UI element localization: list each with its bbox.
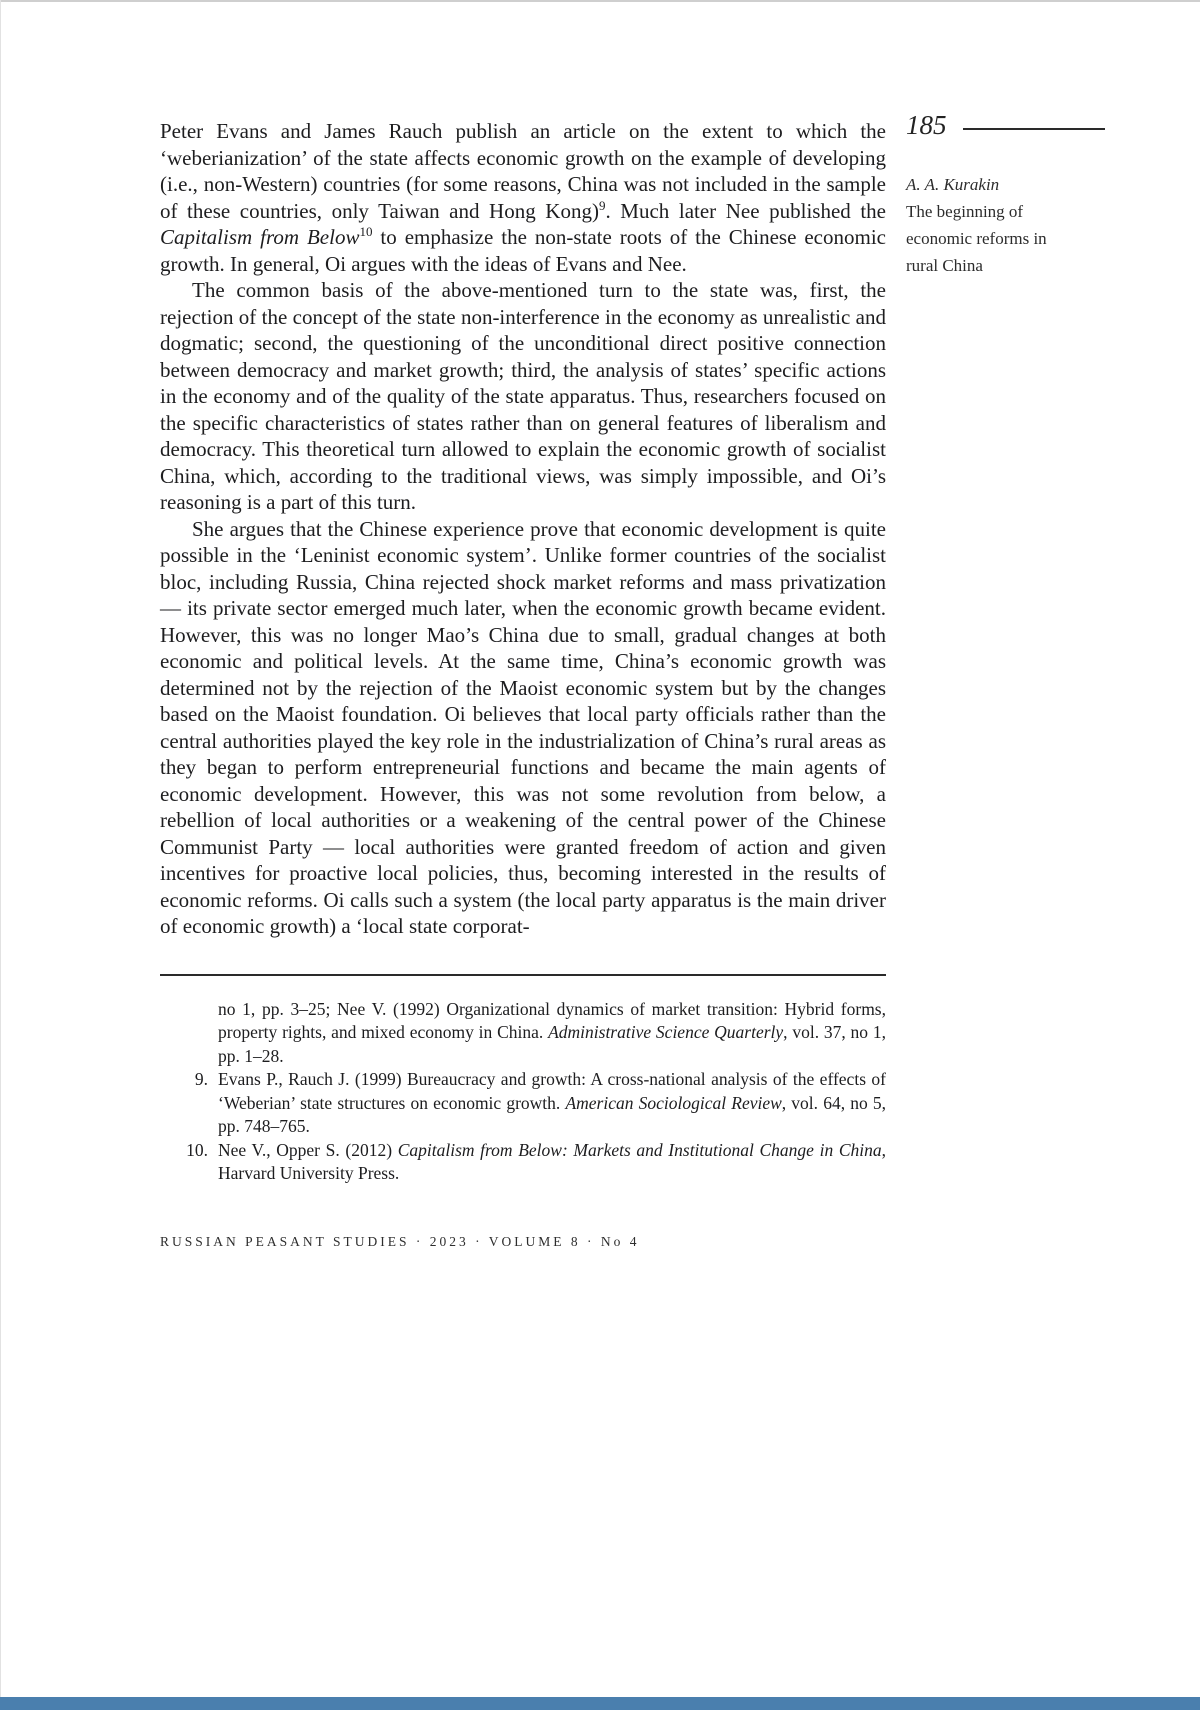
margin-column bbox=[906, 110, 1156, 1250]
footnote-marker: 10. bbox=[186, 1139, 208, 1160]
page-number: 185 bbox=[906, 110, 947, 140]
scan-edge-top bbox=[0, 0, 1200, 2]
text-run: to emphasize the non-state roots of the Chinese economic growth. In general, Oi argues with the ideas of Evans and Nee. bbox=[160, 225, 886, 276]
page-number-rule bbox=[963, 128, 1105, 130]
footnote-continuation bbox=[160, 998, 886, 1069]
footnote-marker bbox=[160, 998, 218, 1069]
footnote-divider bbox=[160, 974, 886, 976]
text-run: . Much later Nee published the bbox=[605, 198, 887, 223]
text-run: no 1, pp. 3–25; Nee V. (1992) Organizational dynamics of market transition: Hybrid forms, property rights, and mixed economy in China. bbox=[218, 998, 886, 1042]
body-text bbox=[160, 118, 886, 940]
text-run: Peter Evans and James Rauch publish an article on the extent to which the ‘weberianization’ of the state affects economic growth on the example of developing (i.e., non-Western) countries (for some reasons, China was not included in the sample of these countries, only Taiwan and Hong Kong) bbox=[160, 119, 886, 223]
text-run: The common basis of the above-mentioned turn to the state was, first, the rejection of the concept of the state non-interference in the economy as unrealistic and dogmatic; second, the questioning of the unconditional direct positive connection between democracy and market growth; third, the analysis of states’ specific actions in the economy and of the quality of the state apparatus. Thus, researchers focused on the specific characteristics of states rather than on general features of liberalism and democracy. This theoretical turn allowed to explain the economic growth of socialist China, which, according to the traditional views, was simply impossible, and Oi’s reasoning is a part of this turn. bbox=[160, 278, 886, 514]
text-run: Nee V., Opper S. (2012) bbox=[218, 1139, 398, 1160]
book-title-capitalism-from-below: Capitalism from Below bbox=[160, 225, 360, 249]
footnote-9 bbox=[160, 1068, 886, 1139]
text-run: , vol. 37, no 1, pp. 1–28. bbox=[218, 1022, 886, 1066]
text-run: , vol. 64, no 5, pp. 748–765. bbox=[218, 1092, 886, 1136]
footnotes bbox=[160, 998, 886, 1186]
margin-note-block bbox=[906, 171, 1056, 279]
text-run: Evans P., Rauch J. (1999) Bureaucracy and growth: A cross-national analysis of the effects of ‘Weberian’ state structures on economic growth. bbox=[218, 1069, 886, 1113]
book-title: Capitalism from Below: Markets and Institutional Change in China bbox=[397, 1139, 882, 1160]
bottom-accent-bar bbox=[0, 1697, 1200, 1710]
paragraph-3 bbox=[160, 516, 886, 940]
footnote-text bbox=[218, 1139, 886, 1186]
footnote-marker: 9. bbox=[194, 1069, 208, 1089]
footnote-ref-9: 9 bbox=[598, 197, 606, 213]
scan-edge-left bbox=[0, 0, 1, 1710]
page-number-row bbox=[906, 110, 1156, 141]
text-run: , Harvard University Press. bbox=[218, 1139, 887, 1183]
footnote-ref-10: 10 bbox=[359, 224, 373, 239]
journal-title: Administrative Science Quarterly bbox=[548, 1022, 784, 1042]
footnote-text bbox=[218, 998, 886, 1069]
journal-footer: RUSSIAN PEASANT STUDIES · 2023 · VOLUME 8 · No 4 bbox=[160, 1233, 640, 1249]
margin-note: The beginning of economic reforms in rural China bbox=[906, 202, 1047, 275]
footnote-text bbox=[218, 1068, 886, 1139]
main-column bbox=[160, 118, 886, 1250]
text-run: She argues that the Chinese experience prove that economic development is quite possible in the ‘Leninist economic system’. Unlike former countries of the socialist bloc, including Russia, China rejected shock market reforms and mass privatization — its private sector emerged much later, when the economic growth became evident. However, this was no longer Mao’s China due to small, gradual changes at both economic and political levels. At the same time, China’s economic growth was determined not by the rejection of the Maoist economic system but by the changes based on the Maoist foundation. Oi believes that local party officials rather than the central authorities played the key role in the industrialization of China’s rural areas as they began to perform entrepreneurial functions and became the main agents of economic development. However, this was not some revolution from below, a rebellion of local authorities or a weakening of the central power of the Chinese Communist Party — local authorities were granted freedom of action and given incentives for proactive local policies, thus, becoming interested in the results of economic reforms. Oi calls such a system (the local party apparatus is the main driver of economic growth) a ‘local state corporat- bbox=[160, 516, 886, 938]
paragraph-2 bbox=[160, 277, 886, 516]
margin-author: A. A. Kurakin bbox=[906, 175, 1000, 194]
paragraph-1 bbox=[160, 118, 886, 277]
journal-title: American Sociological Review bbox=[565, 1092, 782, 1113]
footnote-10 bbox=[160, 1139, 886, 1186]
